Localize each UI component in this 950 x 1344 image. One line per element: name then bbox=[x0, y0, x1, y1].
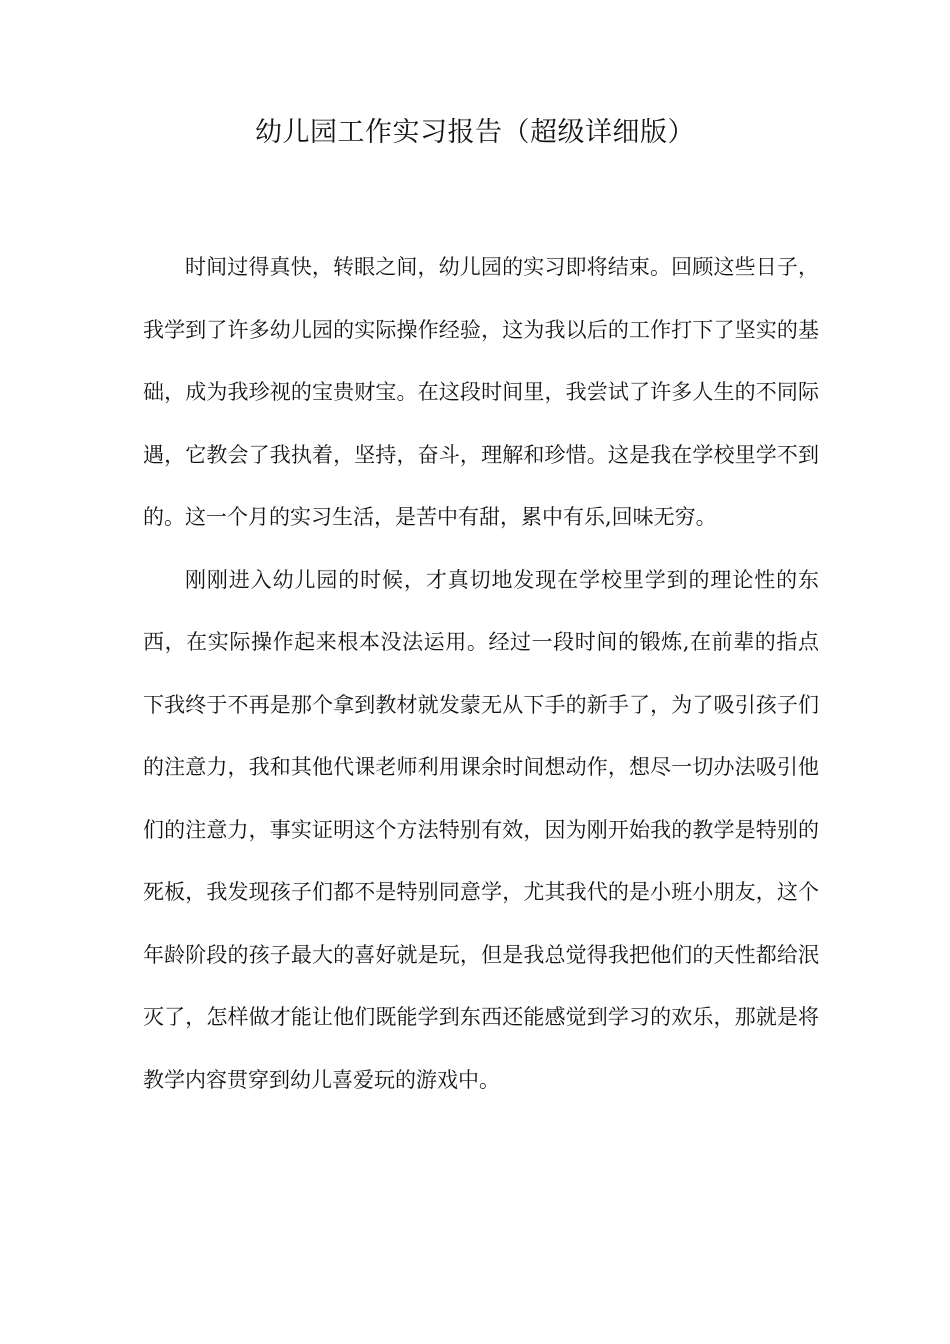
paragraph-2: 刚刚进入幼儿园的时候，才真切地发现在学校里学到的理论性的东西，在实际操作起来根本没法运用。经过一段时间的锻炼,在前辈的指点下我终于不再是那个拿到教材就发蒙无从下手的新手了，为了吸引孩子们的注意力，我和其他代课老师利用课余时间想动作，想尽一切办法吸引他们的注意力，事实证明这个方法特别有效，因为刚开始我的教学是特别的死板，我发现孩子们都不是特别同意学，尤其我代的是小班小朋友，这个年龄阶段的孩子最大的喜好就是玩，但是我总觉得我把他们的天性都给泯灭了，怎样做才能让他们既能学到东西还能感觉到学习的欢乐，那就是将教学内容贯穿到幼儿喜爱玩的游戏中。 bbox=[143, 567, 819, 1092]
document-body bbox=[143, 236, 819, 1111]
document-title: 幼儿园工作实习报告（超级详细版） bbox=[255, 117, 695, 148]
paragraph-1: 时间过得真快，转眼之间，幼儿园的实习即将结束。回顾这些日子，我学到了许多幼儿园的实际操作经验，这为我以后的工作打下了坚实的基础，成为我珍视的宝贵财宝。在这段时间里，我尝试了许多人生的不同际遇，它教会了我执着，坚持，奋斗，理解和珍惜。这是我在学校里学不到的。这一个月的实习生活，是苦中有甜，累中有乐,回味无穷。 bbox=[143, 255, 819, 529]
